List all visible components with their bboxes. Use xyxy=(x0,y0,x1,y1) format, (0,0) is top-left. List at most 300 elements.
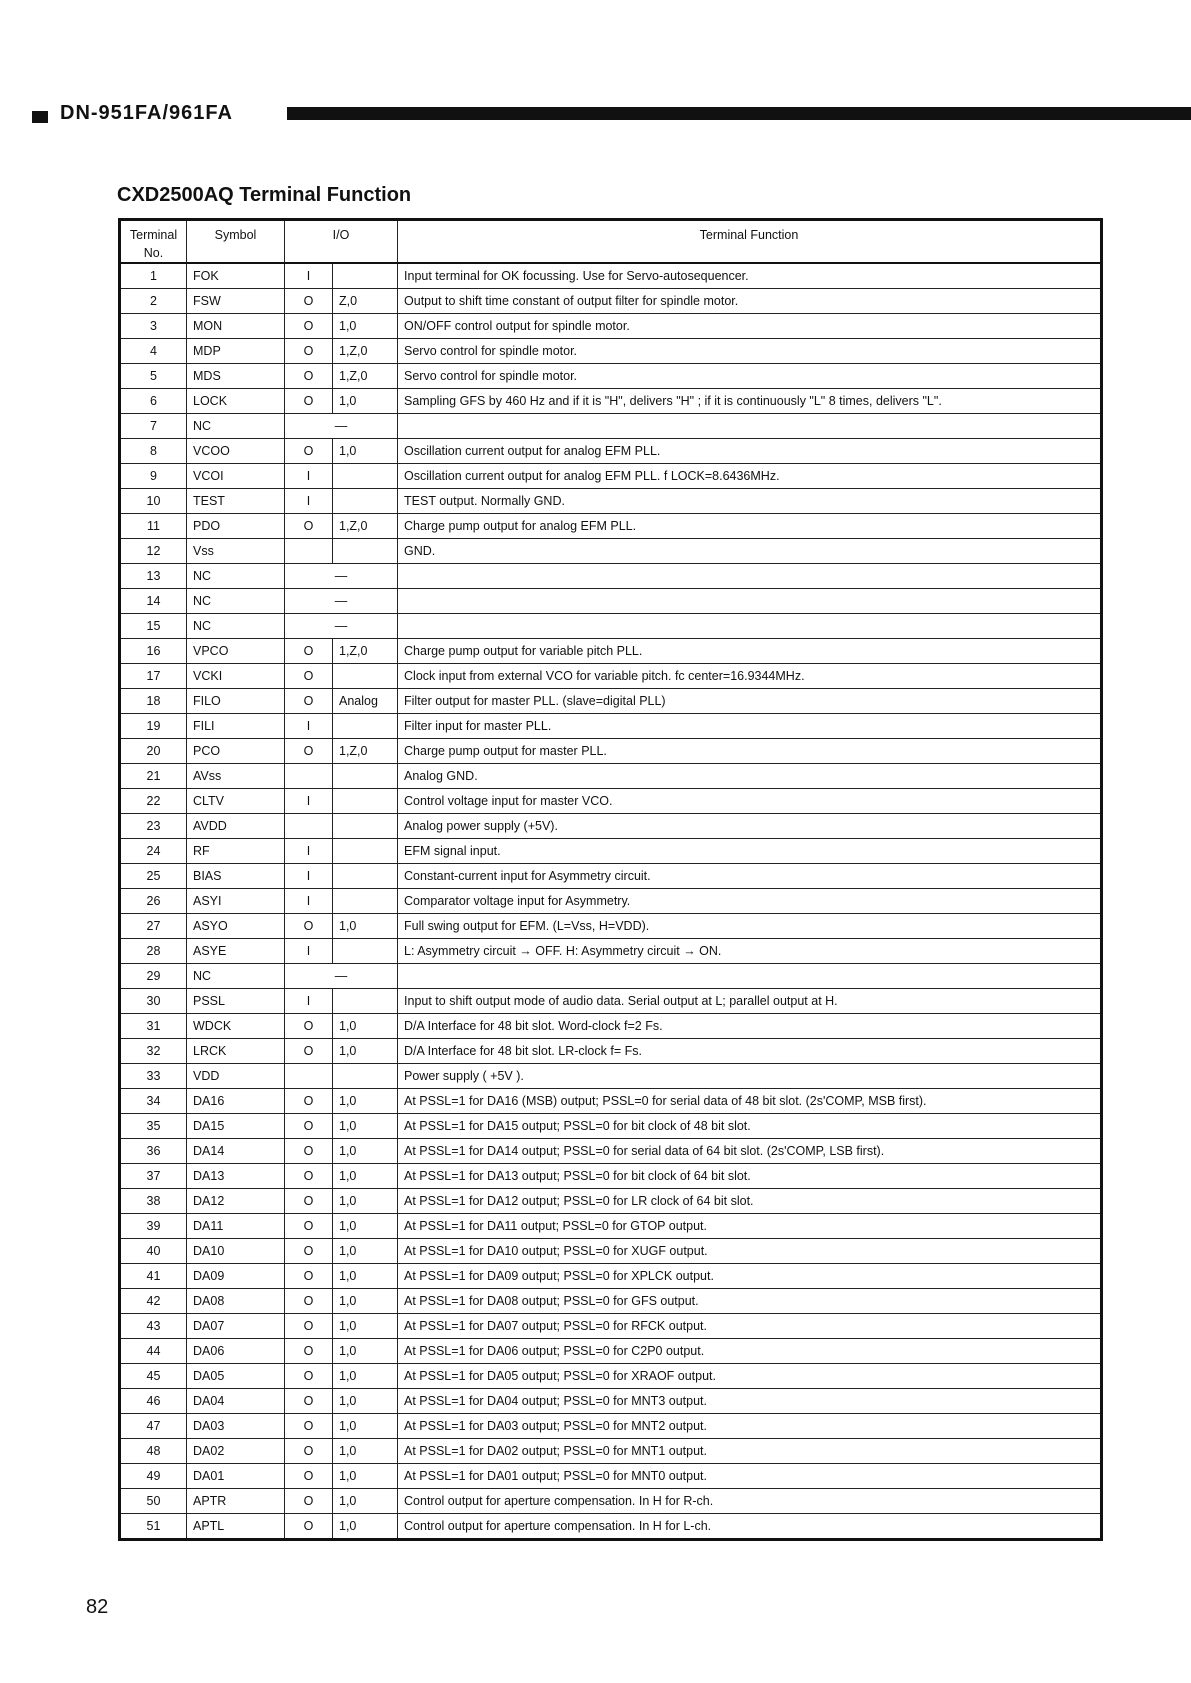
function-cell: At PSSL=1 for DA07 output; PSSL=0 for RFCK output. xyxy=(398,1314,1102,1339)
table-row xyxy=(120,839,1102,864)
symbol-cell: DA02 xyxy=(187,1439,285,1464)
function-cell: Input terminal for OK focussing. Use for Servo-autosequencer. xyxy=(398,263,1102,289)
terminal-no-cell: 8 xyxy=(120,439,187,464)
io-level-cell: 1,0 xyxy=(333,1314,398,1339)
io-level-cell: 1,0 xyxy=(333,1214,398,1239)
table-row xyxy=(120,514,1102,539)
terminal-no-cell: 17 xyxy=(120,664,187,689)
io-cell xyxy=(285,764,333,789)
io-level-cell xyxy=(333,864,398,889)
symbol-cell: PCO xyxy=(187,739,285,764)
symbol-cell: DA01 xyxy=(187,1464,285,1489)
table-row xyxy=(120,639,1102,664)
io-level-cell xyxy=(333,814,398,839)
terminal-no-cell: 22 xyxy=(120,789,187,814)
io-cell: I xyxy=(285,864,333,889)
symbol-cell: RF xyxy=(187,839,285,864)
function-cell: At PSSL=1 for DA10 output; PSSL=0 for XUGF output. xyxy=(398,1239,1102,1264)
io-cell: O xyxy=(285,1439,333,1464)
io-level-cell xyxy=(333,714,398,739)
io-cell: O xyxy=(285,1264,333,1289)
table-row xyxy=(120,1014,1102,1039)
io-cell: O xyxy=(285,314,333,339)
function-cell: Servo control for spindle motor. xyxy=(398,364,1102,389)
io-cell: I xyxy=(285,489,333,514)
io-level-cell: 1,0 xyxy=(333,1139,398,1164)
header-symbol: Symbol xyxy=(187,220,285,264)
symbol-cell: LOCK xyxy=(187,389,285,414)
io-cell: I xyxy=(285,839,333,864)
io-cell: O xyxy=(285,1164,333,1189)
function-cell: Charge pump output for master PLL. xyxy=(398,739,1102,764)
symbol-cell: PDO xyxy=(187,514,285,539)
io-cell: O xyxy=(285,1414,333,1439)
table-row xyxy=(120,714,1102,739)
function-cell: Clock input from external VCO for variable pitch. fc center=16.9344MHz. xyxy=(398,664,1102,689)
table-row xyxy=(120,414,1102,439)
symbol-cell: FSW xyxy=(187,289,285,314)
symbol-cell: DA05 xyxy=(187,1364,285,1389)
io-level-cell: 1,0 xyxy=(333,1364,398,1389)
function-cell: Filter input for master PLL. xyxy=(398,714,1102,739)
function-cell: At PSSL=1 for DA12 output; PSSL=0 for LR clock of 64 bit slot. xyxy=(398,1189,1102,1214)
io-level-cell: Z,0 xyxy=(333,289,398,314)
io-level-cell xyxy=(333,989,398,1014)
io-level-cell: 1,0 xyxy=(333,1089,398,1114)
symbol-cell: WDCK xyxy=(187,1014,285,1039)
function-cell: Comparator voltage input for Asymmetry. xyxy=(398,889,1102,914)
table-row xyxy=(120,1089,1102,1114)
io-cell xyxy=(285,539,333,564)
io-level-cell: 1,0 xyxy=(333,1014,398,1039)
function-cell xyxy=(398,564,1102,589)
io-cell: I xyxy=(285,789,333,814)
io-level-cell xyxy=(333,789,398,814)
table-row xyxy=(120,564,1102,589)
io-cell: O xyxy=(285,339,333,364)
function-cell: At PSSL=1 for DA11 output; PSSL=0 for GTOP output. xyxy=(398,1214,1102,1239)
terminal-no-cell: 4 xyxy=(120,339,187,364)
terminal-no-cell: 28 xyxy=(120,939,187,964)
io-cell: O xyxy=(285,1039,333,1064)
symbol-cell: NC xyxy=(187,564,285,589)
symbol-cell: MDS xyxy=(187,364,285,389)
io-level-cell: 1,Z,0 xyxy=(333,364,398,389)
io-level-cell: 1,0 xyxy=(333,1514,398,1540)
io-level-cell xyxy=(333,539,398,564)
table-row xyxy=(120,389,1102,414)
symbol-cell: NC xyxy=(187,964,285,989)
function-cell: ON/OFF control output for spindle motor. xyxy=(398,314,1102,339)
io-level-cell xyxy=(333,664,398,689)
table-row xyxy=(120,1064,1102,1089)
symbol-cell: MON xyxy=(187,314,285,339)
io-cell: O xyxy=(285,1289,333,1314)
terminal-no-cell: 11 xyxy=(120,514,187,539)
terminal-function-table xyxy=(118,218,1103,1541)
terminal-no-cell: 2 xyxy=(120,289,187,314)
terminal-no-cell: 10 xyxy=(120,489,187,514)
function-cell: Oscillation current output for analog EFM PLL. xyxy=(398,439,1102,464)
symbol-cell: DA03 xyxy=(187,1414,285,1439)
io-cell: O xyxy=(285,1339,333,1364)
terminal-no-cell: 27 xyxy=(120,914,187,939)
io-cell: O xyxy=(285,1014,333,1039)
table-row xyxy=(120,314,1102,339)
header-terminal-no: Terminal No. xyxy=(120,220,187,264)
io-level-cell xyxy=(333,489,398,514)
io-cell: I xyxy=(285,889,333,914)
table-row xyxy=(120,814,1102,839)
symbol-cell: VPCO xyxy=(187,639,285,664)
terminal-no-cell: 41 xyxy=(120,1264,187,1289)
symbol-cell: DA16 xyxy=(187,1089,285,1114)
table-row xyxy=(120,1439,1102,1464)
io-cell: — xyxy=(285,589,398,614)
terminal-no-cell: 51 xyxy=(120,1514,187,1540)
io-level-cell xyxy=(333,263,398,289)
symbol-cell: MDP xyxy=(187,339,285,364)
io-cell: I xyxy=(285,263,333,289)
symbol-cell: DA11 xyxy=(187,1214,285,1239)
symbol-cell: ASYE xyxy=(187,939,285,964)
symbol-cell: DA10 xyxy=(187,1239,285,1264)
table-row xyxy=(120,289,1102,314)
symbol-cell: AVss xyxy=(187,764,285,789)
function-cell: Filter output for master PLL. (slave=digital PLL) xyxy=(398,689,1102,714)
io-cell: O xyxy=(285,1464,333,1489)
io-level-cell: 1,Z,0 xyxy=(333,339,398,364)
terminal-no-cell: 18 xyxy=(120,689,187,714)
table-row xyxy=(120,1364,1102,1389)
function-cell xyxy=(398,614,1102,639)
terminal-no-cell: 23 xyxy=(120,814,187,839)
terminal-no-cell: 30 xyxy=(120,989,187,1014)
function-cell: At PSSL=1 for DA15 output; PSSL=0 for bit clock of 48 bit slot. xyxy=(398,1114,1102,1139)
symbol-cell: DA12 xyxy=(187,1189,285,1214)
table-row xyxy=(120,1164,1102,1189)
symbol-cell: NC xyxy=(187,589,285,614)
table-row xyxy=(120,789,1102,814)
terminal-no-cell: 24 xyxy=(120,839,187,864)
symbol-cell: VCKI xyxy=(187,664,285,689)
symbol-cell: DA08 xyxy=(187,1289,285,1314)
symbol-cell: NC xyxy=(187,614,285,639)
table-row xyxy=(120,689,1102,714)
table-row xyxy=(120,989,1102,1014)
terminal-no-cell: 14 xyxy=(120,589,187,614)
terminal-no-cell: 37 xyxy=(120,1164,187,1189)
io-cell: O xyxy=(285,1314,333,1339)
io-cell: I xyxy=(285,714,333,739)
symbol-cell: APTR xyxy=(187,1489,285,1514)
section-title: CXD2500AQ Terminal Function xyxy=(117,184,412,206)
symbol-cell: CLTV xyxy=(187,789,285,814)
function-cell: Control output for aperture compensation. In H for R-ch. xyxy=(398,1489,1102,1514)
symbol-cell: DA04 xyxy=(187,1389,285,1414)
io-level-cell: 1,0 xyxy=(333,314,398,339)
io-cell: — xyxy=(285,414,398,439)
terminal-no-cell: 16 xyxy=(120,639,187,664)
io-cell: O xyxy=(285,1364,333,1389)
io-cell: O xyxy=(285,1214,333,1239)
terminal-no-cell: 34 xyxy=(120,1089,187,1114)
table-row xyxy=(120,889,1102,914)
table-row xyxy=(120,539,1102,564)
io-cell: O xyxy=(285,1489,333,1514)
terminal-no-cell: 46 xyxy=(120,1389,187,1414)
symbol-cell: DA13 xyxy=(187,1164,285,1189)
function-cell: At PSSL=1 for DA09 output; PSSL=0 for XPLCK output. xyxy=(398,1264,1102,1289)
table-row xyxy=(120,939,1102,964)
terminal-no-cell: 19 xyxy=(120,714,187,739)
function-cell: At PSSL=1 for DA16 (MSB) output; PSSL=0 for serial data of 48 bit slot. (2s'COMP, MSB first). xyxy=(398,1089,1102,1114)
function-cell: Analog GND. xyxy=(398,764,1102,789)
symbol-cell: VCOI xyxy=(187,464,285,489)
function-cell: D/A Interface for 48 bit slot. LR-clock f= Fs. xyxy=(398,1039,1102,1064)
header-terminal-function: Terminal Function xyxy=(398,220,1102,264)
io-level-cell: 1,0 xyxy=(333,914,398,939)
table-body xyxy=(120,263,1102,1540)
io-cell: O xyxy=(285,914,333,939)
function-cell: At PSSL=1 for DA06 output; PSSL=0 for C2P0 output. xyxy=(398,1339,1102,1364)
header-io: I/O xyxy=(285,220,398,264)
function-cell: Full swing output for EFM. (L=Vss, H=VDD). xyxy=(398,914,1102,939)
table-row xyxy=(120,914,1102,939)
table-row xyxy=(120,1264,1102,1289)
symbol-cell: AVDD xyxy=(187,814,285,839)
io-level-cell: 1,0 xyxy=(333,1414,398,1439)
function-cell: Servo control for spindle motor. xyxy=(398,339,1102,364)
table-row xyxy=(120,664,1102,689)
function-cell: At PSSL=1 for DA02 output; PSSL=0 for MNT1 output. xyxy=(398,1439,1102,1464)
terminal-no-cell: 26 xyxy=(120,889,187,914)
function-cell xyxy=(398,589,1102,614)
io-cell: I xyxy=(285,989,333,1014)
io-cell: O xyxy=(285,364,333,389)
io-level-cell: 1,Z,0 xyxy=(333,514,398,539)
terminal-no-cell: 5 xyxy=(120,364,187,389)
terminal-no-cell: 31 xyxy=(120,1014,187,1039)
io-cell: I xyxy=(285,464,333,489)
table-row xyxy=(120,964,1102,989)
io-cell: O xyxy=(285,1089,333,1114)
io-level-cell: 1,0 xyxy=(333,1489,398,1514)
function-cell: Sampling GFS by 460 Hz and if it is "H", delivers "H" ; if it is continuously "L" 8 times, delivers "L". xyxy=(398,389,1102,414)
symbol-cell: FILI xyxy=(187,714,285,739)
io-level-cell xyxy=(333,939,398,964)
io-level-cell: 1,0 xyxy=(333,1264,398,1289)
terminal-no-cell: 7 xyxy=(120,414,187,439)
io-cell: O xyxy=(285,1389,333,1414)
io-level-cell: 1,0 xyxy=(333,1039,398,1064)
header-marker xyxy=(32,111,48,123)
function-cell: Charge pump output for analog EFM PLL. xyxy=(398,514,1102,539)
terminal-no-cell: 36 xyxy=(120,1139,187,1164)
io-level-cell: 1,0 xyxy=(333,1439,398,1464)
table-row xyxy=(120,1039,1102,1064)
terminal-no-cell: 25 xyxy=(120,864,187,889)
terminal-no-cell: 32 xyxy=(120,1039,187,1064)
io-level-cell: 1,0 xyxy=(333,1114,398,1139)
table-row xyxy=(120,1389,1102,1414)
table-row xyxy=(120,1189,1102,1214)
terminal-no-cell: 38 xyxy=(120,1189,187,1214)
table-row xyxy=(120,1114,1102,1139)
terminal-no-cell: 45 xyxy=(120,1364,187,1389)
terminal-no-cell: 21 xyxy=(120,764,187,789)
page-number: 82 xyxy=(86,1596,109,1618)
io-cell: O xyxy=(285,639,333,664)
function-cell: Input to shift output mode of audio data. Serial output at L; parallel output at H. xyxy=(398,989,1102,1014)
function-cell: At PSSL=1 for DA08 output; PSSL=0 for GFS output. xyxy=(398,1289,1102,1314)
header-rule xyxy=(287,107,1191,120)
io-cell: O xyxy=(285,664,333,689)
terminal-no-cell: 1 xyxy=(120,263,187,289)
table-header-row xyxy=(120,220,1102,264)
terminal-no-cell: 44 xyxy=(120,1339,187,1364)
io-level-cell xyxy=(333,764,398,789)
table-row xyxy=(120,1489,1102,1514)
symbol-cell: NC xyxy=(187,414,285,439)
terminal-no-cell: 3 xyxy=(120,314,187,339)
io-level-cell: 1,0 xyxy=(333,1289,398,1314)
io-level-cell: 1,0 xyxy=(333,1464,398,1489)
function-cell: Power supply ( +5V ). xyxy=(398,1064,1102,1089)
io-cell xyxy=(285,814,333,839)
table-row xyxy=(120,589,1102,614)
symbol-cell: DA06 xyxy=(187,1339,285,1364)
io-cell: O xyxy=(285,1189,333,1214)
symbol-cell: DA14 xyxy=(187,1139,285,1164)
io-cell: O xyxy=(285,1239,333,1264)
symbol-cell: ASYO xyxy=(187,914,285,939)
terminal-no-cell: 33 xyxy=(120,1064,187,1089)
io-level-cell: 1,0 xyxy=(333,389,398,414)
terminal-no-cell: 49 xyxy=(120,1464,187,1489)
symbol-cell: VDD xyxy=(187,1064,285,1089)
table-row xyxy=(120,764,1102,789)
function-cell: At PSSL=1 for DA04 output; PSSL=0 for MNT3 output. xyxy=(398,1389,1102,1414)
symbol-cell: DA07 xyxy=(187,1314,285,1339)
io-level-cell: 1,Z,0 xyxy=(333,739,398,764)
io-level-cell: 1,0 xyxy=(333,1189,398,1214)
io-level-cell: 1,0 xyxy=(333,1164,398,1189)
table-row xyxy=(120,1139,1102,1164)
io-cell: O xyxy=(285,689,333,714)
function-cell: Control voltage input for master VCO. xyxy=(398,789,1102,814)
terminal-no-cell: 48 xyxy=(120,1439,187,1464)
terminal-no-cell: 50 xyxy=(120,1489,187,1514)
terminal-no-cell: 6 xyxy=(120,389,187,414)
io-cell: O xyxy=(285,1139,333,1164)
symbol-cell: DA09 xyxy=(187,1264,285,1289)
symbol-cell: ASYI xyxy=(187,889,285,914)
io-cell: — xyxy=(285,964,398,989)
io-level-cell xyxy=(333,839,398,864)
symbol-cell: DA15 xyxy=(187,1114,285,1139)
function-cell: At PSSL=1 for DA14 output; PSSL=0 for serial data of 64 bit slot. (2s'COMP, LSB first). xyxy=(398,1139,1102,1164)
table-row xyxy=(120,1339,1102,1364)
function-cell: EFM signal input. xyxy=(398,839,1102,864)
io-cell: I xyxy=(285,939,333,964)
terminal-no-cell: 9 xyxy=(120,464,187,489)
function-cell: Analog power supply (+5V). xyxy=(398,814,1102,839)
function-cell: Constant-current input for Asymmetry circuit. xyxy=(398,864,1102,889)
terminal-no-cell: 12 xyxy=(120,539,187,564)
table-row xyxy=(120,1239,1102,1264)
function-cell: Control output for aperture compensation. In H for L-ch. xyxy=(398,1514,1102,1540)
table-row xyxy=(120,1514,1102,1540)
table-row xyxy=(120,1464,1102,1489)
io-level-cell: 1,0 xyxy=(333,439,398,464)
symbol-cell: BIAS xyxy=(187,864,285,889)
table-row xyxy=(120,339,1102,364)
function-cell: At PSSL=1 for DA13 output; PSSL=0 for bit clock of 64 bit slot. xyxy=(398,1164,1102,1189)
io-level-cell: 1,0 xyxy=(333,1339,398,1364)
function-cell xyxy=(398,964,1102,989)
function-cell: At PSSL=1 for DA05 output; PSSL=0 for XRAOF output. xyxy=(398,1364,1102,1389)
table-row xyxy=(120,464,1102,489)
table-row xyxy=(120,489,1102,514)
io-cell: O xyxy=(285,1514,333,1540)
io-cell: — xyxy=(285,564,398,589)
function-cell: Charge pump output for variable pitch PLL. xyxy=(398,639,1102,664)
io-level-cell: 1,0 xyxy=(333,1239,398,1264)
io-cell: O xyxy=(285,289,333,314)
terminal-no-cell: 29 xyxy=(120,964,187,989)
function-cell: Output to shift time constant of output filter for spindle motor. xyxy=(398,289,1102,314)
symbol-cell: Vss xyxy=(187,539,285,564)
io-cell: O xyxy=(285,1114,333,1139)
terminal-no-cell: 20 xyxy=(120,739,187,764)
terminal-no-cell: 42 xyxy=(120,1289,187,1314)
symbol-cell: PSSL xyxy=(187,989,285,1014)
terminal-no-cell: 43 xyxy=(120,1314,187,1339)
table-row xyxy=(120,1314,1102,1339)
terminal-no-cell: 47 xyxy=(120,1414,187,1439)
io-level-cell xyxy=(333,889,398,914)
io-cell xyxy=(285,1064,333,1089)
function-cell: At PSSL=1 for DA03 output; PSSL=0 for MNT2 output. xyxy=(398,1414,1102,1439)
terminal-no-cell: 39 xyxy=(120,1214,187,1239)
function-cell: Oscillation current output for analog EFM PLL. f LOCK=8.6436MHz. xyxy=(398,464,1102,489)
table-row xyxy=(120,1214,1102,1239)
table-row xyxy=(120,1289,1102,1314)
io-cell: O xyxy=(285,514,333,539)
function-cell: L: Asymmetry circuit → OFF. H: Asymmetry circuit → ON. xyxy=(398,939,1102,964)
function-cell xyxy=(398,414,1102,439)
symbol-cell: FILO xyxy=(187,689,285,714)
symbol-cell: TEST xyxy=(187,489,285,514)
table-row xyxy=(120,1414,1102,1439)
table-row xyxy=(120,614,1102,639)
terminal-no-cell: 13 xyxy=(120,564,187,589)
terminal-no-cell: 40 xyxy=(120,1239,187,1264)
function-cell: TEST output. Normally GND. xyxy=(398,489,1102,514)
table-row xyxy=(120,263,1102,289)
terminal-no-cell: 15 xyxy=(120,614,187,639)
io-cell: O xyxy=(285,389,333,414)
table-row xyxy=(120,364,1102,389)
io-level-cell xyxy=(333,1064,398,1089)
io-cell: — xyxy=(285,614,398,639)
function-cell: At PSSL=1 for DA01 output; PSSL=0 for MNT0 output. xyxy=(398,1464,1102,1489)
symbol-cell: VCOO xyxy=(187,439,285,464)
header-title: DN-951FA/961FA xyxy=(60,102,233,124)
table-row xyxy=(120,864,1102,889)
io-level-cell xyxy=(333,464,398,489)
